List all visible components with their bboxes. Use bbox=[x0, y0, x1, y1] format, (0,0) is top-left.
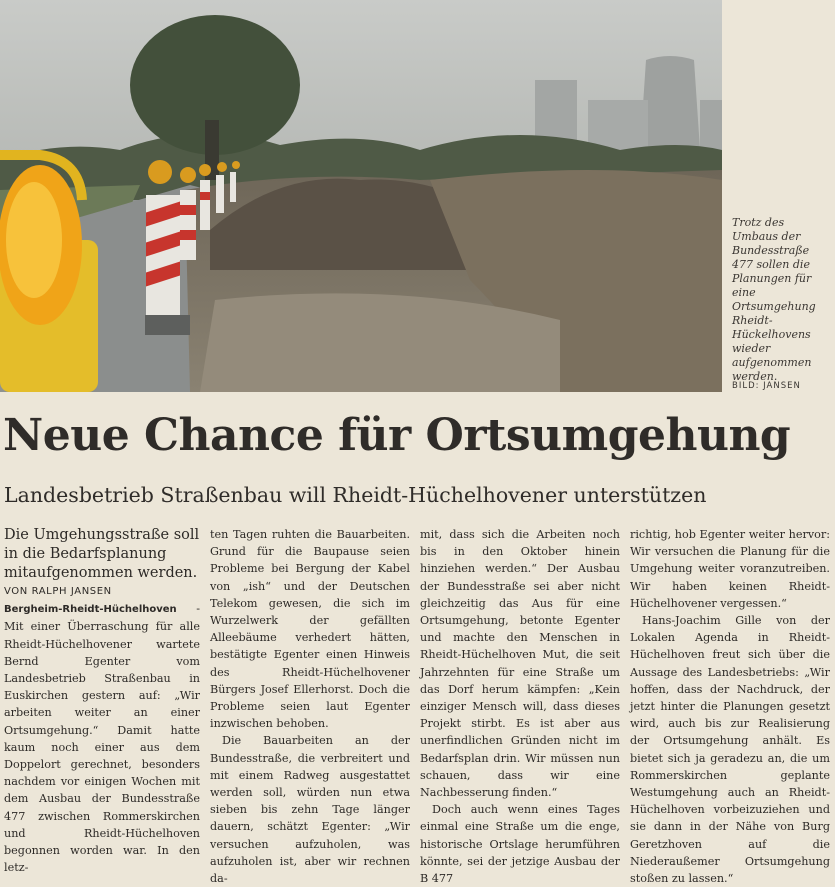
article-column-1 bbox=[4, 526, 200, 876]
article-headline: Neue Chance für Ortsumgehung bbox=[3, 410, 791, 461]
photo-credit: BILD: JANSEN bbox=[732, 381, 801, 391]
article-byline: VON RALPH JANSEN bbox=[4, 586, 112, 597]
road-construction-photo bbox=[0, 0, 722, 392]
article-paragraph: richtig, hob Egenter weiter hervor: Wir versuchen die Planung für die Umgehung weiter voranzutreiben. Wir haben keinen Rheidt-Hüchelhovener vergessen.“ bbox=[630, 528, 830, 610]
news-photo bbox=[0, 0, 722, 392]
article-column-3 bbox=[420, 526, 620, 887]
article-text: - Mit einer Überraschung für alle Rheidt-Hüchelhovener wartete Bernd Egenter vom Landesbetrieb Straßenbau in Euskirchen gestern auf: „Wir arbeiten weiter an einer Ortsumgehung.“ Damit hatte kaum noch einer aus dem Doppelort gerechnet, besonders nachdem vor einigen Wochen mit dem Ausbau der Bundesstraße 477 zwischen Rommerskirchen und Rheidt-Hüchelhoven begonnen worden war. In den letz- bbox=[4, 602, 200, 875]
article-paragraph: Hans-Joachim Gille von der Lokalen Agenda in Rheidt-Hüchelhoven freut sich über die Aussage des Landesbetriebs: „Wir hoffen, dass der Nachdruck, der jetzt hinter die Planungen gesetzt wird, auch bis zur Realisierung der Ortsumgehung anhält. Es bietet sich ja geradezu an, die um Rommerskirchen geplante Westumgehung auch an Rheidt-Hüchelhoven vorbeizuziehen und sie dann in der Nähe von Burg Geretzhoven auf die Niederaußemer Ortsumgehung stoßen zu lassen.“ bbox=[630, 614, 830, 886]
article-column-4 bbox=[630, 526, 830, 887]
article-paragraph: mit, dass sich die Arbeiten noch bis in den Oktober hinein hinziehen werden.“ Der Ausbau der Bundesstraße sei aber nicht gleichzeitig das Aus für eine Ortsumgehung, betonte Egenter und machte den Menschen in Rheidt-Hüchelhoven Mut, die seit Jahrzehnten für eine Straße um das Dorf herum kämpfen: „Kein einziger Mensch will, dass dieses Projekt stirbt. Es ist aber aus unerfindlichen Gründen nicht im Bedarfsplan drin. Wir müssen nun schauen, dass wir eine Nachbesserung finden.“ bbox=[420, 528, 620, 800]
photo-caption: Trotz des Umbaus der Bundesstraße 477 sollen die Planungen für eine Ortsumgehung Rheidt-Hückelhovens wieder aufgenommen werden. bbox=[732, 216, 816, 383]
article-teaser: Die Umgehungsstraße soll in die Bedarfsplanung mitaufgenommen werden. bbox=[4, 527, 200, 581]
article-column-2 bbox=[210, 526, 410, 887]
article-paragraph: Doch auch wenn eines Tages einmal eine Straße um die enge, historische Ortslage herumführen könnte, sei der jetzige Ausbau der B 477 bbox=[420, 803, 620, 886]
article-dateline: Bergheim-Rheidt-Hüchelhoven bbox=[4, 604, 177, 616]
article-paragraph bbox=[4, 600, 200, 876]
article-paragraph: ten Tagen ruhten die Bauarbeiten. Grund für die Baupause seien Probleme bei Bergung der Kabel von „ish“ und der Deutschen Telekom gewesen, die sich im Wurzelwerk der gefällten Alleebäume verhedert hätten, bestätigte Egenter einen Hinweis des Rheidt-Hüchelhovener Bürgers Josef Ellerhorst. Doch die Probleme seien laut Egenter inzwischen behoben. bbox=[210, 528, 410, 731]
article-subheadline: Landesbetrieb Straßenbau will Rheidt-Hüchelhovener unterstützen bbox=[4, 483, 707, 507]
article-paragraph: Die Bauarbeiten an der Bundesstraße, die verbreitert und mit einem Radweg ausgestattet werden soll, würden nun etwa sieben bis zehn Tage länger dauern, schätzt Egenter: „Wir versuchen aufzuholen, was aufzuholen ist, aber wir rechnen da- bbox=[210, 734, 410, 886]
